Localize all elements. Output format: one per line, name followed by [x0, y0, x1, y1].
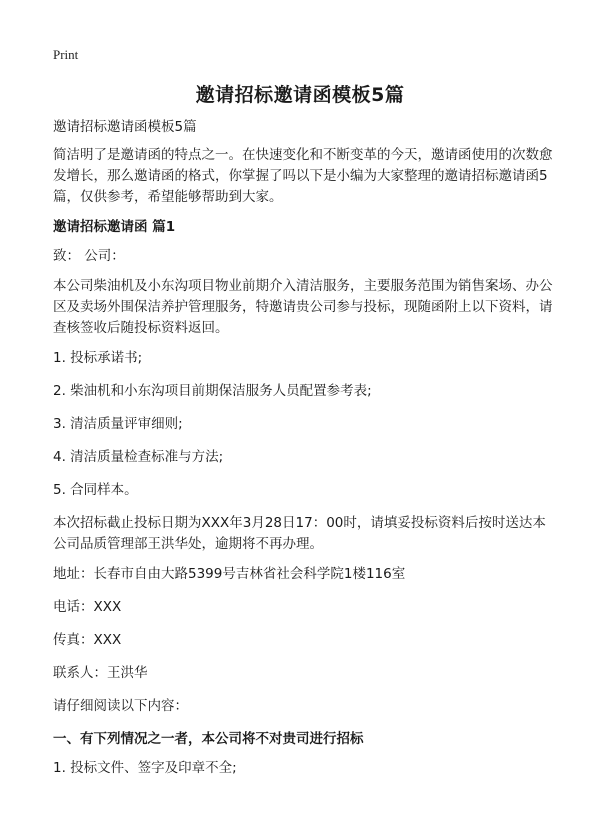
list-item: 1. 投标承诺书;: [53, 350, 143, 366]
address-line: 地址：长春市自由大路5399号吉林省社会科学院1楼116室: [53, 566, 406, 582]
deadline-paragraph: 本次招标截止投标日期为XXX年3月28日17：00时，请填妥投标资料后按时送达本公司品质管理部王洪华处，逾期将不再办理。: [53, 515, 546, 552]
greeting-line: 致： 公司：: [53, 248, 125, 264]
list-item: 2. 柴油机和小东沟项目前期保洁服务人员配置参考表;: [53, 383, 372, 399]
section-heading: 邀请招标邀请函 篇1: [53, 219, 176, 235]
document-subtitle: 邀请招标邀请函模板5篇: [53, 119, 197, 135]
clause-item: 1. 投标文件、签字及印章不全;: [53, 760, 237, 776]
body-paragraph: 本公司柴油机及小东沟项目物业前期介入清洁服务，主要服务范围为销售案场、办公区及卖场外围保洁养护管理服务，特邀请贵公司参与投标，现随函附上以下资料，请查核签收后随投标资料返回。: [53, 278, 553, 336]
contact-line: 联系人：王洪华: [53, 665, 148, 681]
document-body: [53, 117, 558, 791]
clause-heading: 一、有下列情况之一者，本公司将不对贵司进行招标: [53, 731, 364, 747]
read-note: 请仔细阅读以下内容：: [53, 698, 188, 714]
page-title: 邀请招标邀请函模板5篇: [195, 84, 405, 106]
list-item: 5. 合同样本。: [53, 482, 138, 498]
print-link[interactable]: Print: [53, 47, 79, 62]
fax-line: 传真：XXX: [53, 632, 122, 648]
intro-paragraph: 简洁明了是邀请函的特点之一。在快速变化和不断变革的今天，邀请函使用的次数愈发增长，那么邀请函的格式，你掌握了吗以下是小编为大家整理的邀请招标邀请函5篇，仅供参考，希望能够帮助到大家。: [53, 147, 553, 205]
phone-line: 电话：XXX: [53, 599, 122, 615]
list-item: 4. 清洁质量检查标准与方法;: [53, 449, 224, 465]
list-item: 3. 清洁质量评审细则;: [53, 416, 183, 432]
